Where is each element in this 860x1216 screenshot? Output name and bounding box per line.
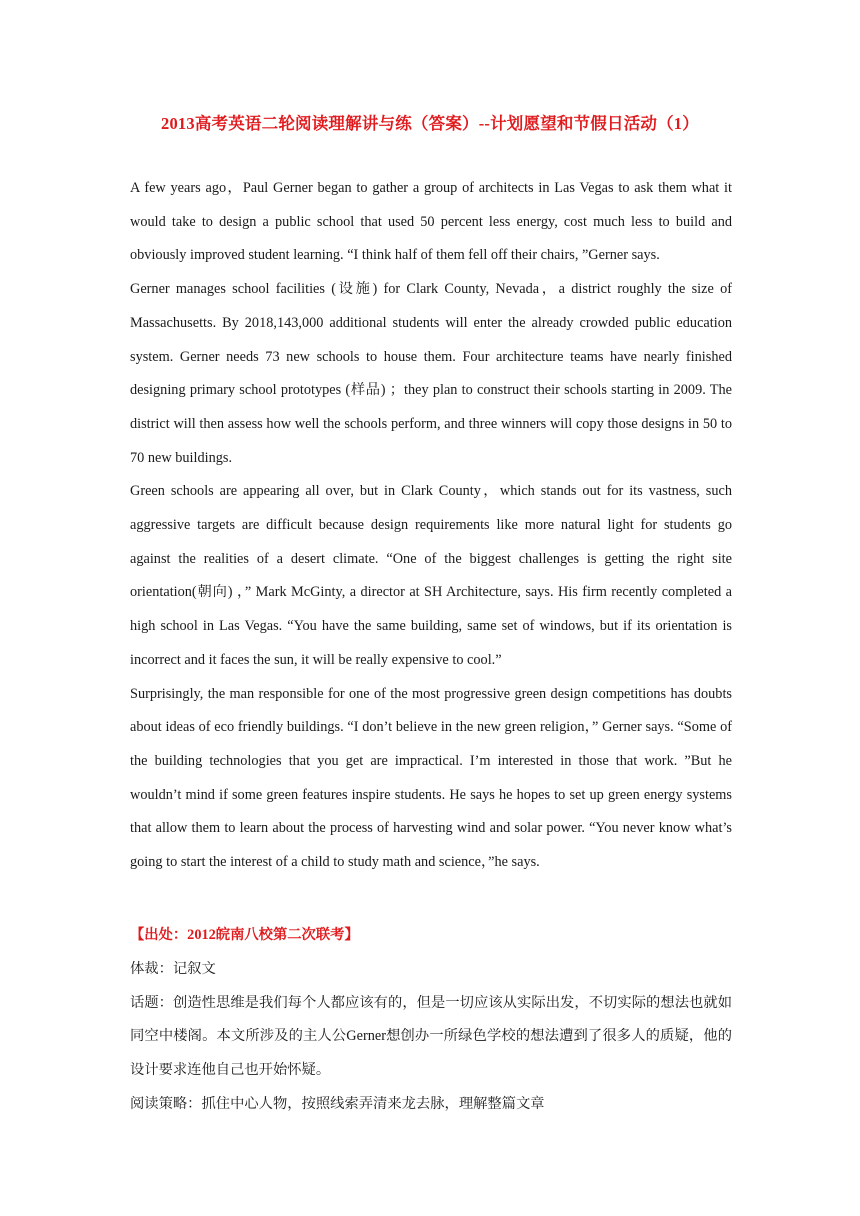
topic-line: 话题：创造性思维是我们每个人都应该有的，但是一切应该从实际出发，不切实际的想法也就如同空中楼阁。本文所涉及的主人公Gerner想创办一所绿色学校的想法遭到了很多人的质疑，他的设计要求连他自己也开始怀疑。 <box>130 994 732 1079</box>
passage-analysis <box>130 953 732 1122</box>
passage <box>130 172 732 880</box>
document-title: 2013高考英语二轮阅读理解讲与练（答案）--计划愿望和节假日活动（1） <box>161 114 699 133</box>
passage-paragraph-2: Gerner manages school facilities (设施) for Clark County, Nevada，a district roughly the size of Massachusetts. By 2018,143,000 additional students will enter the already crowded public education system. Gerner needs 73 new schools to house them. Four architecture teams have nearly finished designing primary school prototypes (样品) ；they plan to construct their schools starting in 2009. The district will then assess how well the schools perform, and three winners will copy those designs in 50 to 70 new buildings. <box>130 281 732 466</box>
passage-paragraph-3: Green schools are appearing all over, but in Clark County，which stands out for its vastness, such aggressive targets are difficult because design requirements like more natural light for students go against the realities of a desert climate. “One of the biggest challenges is getting the right site orientation(朝向) ，” Mark McGinty, a director at SH Architecture, says. His firm recently completed a high school in Las Vegas. “You have the same building, same set of windows, but if its orientation is incorrect and it faces the sun, it will be really expensive to cool.” <box>130 483 732 668</box>
genre-line: 体裁：记叙文 <box>130 961 216 977</box>
passage-paragraph-4: Surprisingly, the man responsible for one of the most progressive green design competitions has doubts about ideas of eco friendly buildings. “I don’t believe in the new green religion，” Gerner says. “Some of the building technologies that you get are impractical. I’m interested in those that work. ”But he wouldn’t mind if some green features inspire students. He says he hopes to set up green energy systems that allow them to learn about the process of harvesting wind and solar power. “You never know what’s going to start the interest of a child to study math and science，”he says. <box>130 685 732 871</box>
source-note: 【出处：2012皖南八校第二次联考】 <box>130 927 359 943</box>
strategy-line: 阅读策略：抓住中心人物，按照线索弄清来龙去脉，理解整篇文章 <box>130 1095 545 1112</box>
passage-paragraph-1: A few years ago，Paul Gerner began to gather a group of architects in Las Vegas to ask them what it would take to design a public school that used 50 percent less energy, cost much less to build and obviously improved student learning. “I think half of them fell off their chairs, ”Gerner says. <box>130 180 732 264</box>
